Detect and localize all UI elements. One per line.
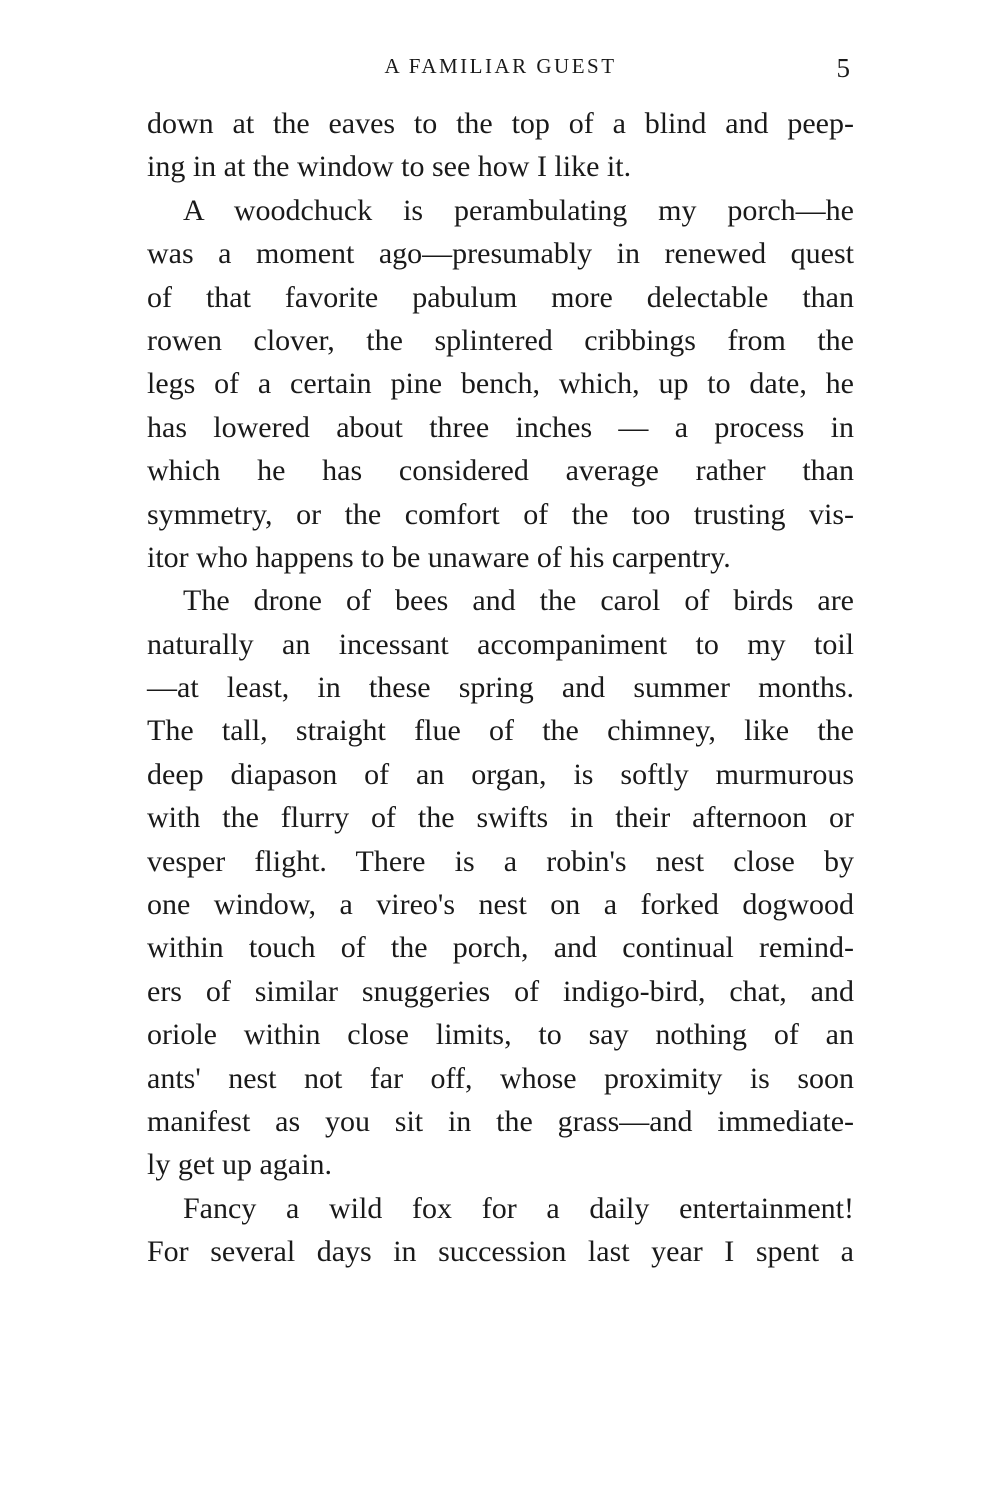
text-line: down at the eaves to the top of a blind and peep- xyxy=(147,107,854,140)
body-text xyxy=(147,102,854,1274)
text-line: of that favorite pabulum more delectable than xyxy=(147,280,854,314)
text-line: A woodchuck is perambulating my porch—he xyxy=(183,193,854,227)
text-line: The tall, straight flue of the chimney, like the xyxy=(147,714,854,748)
text-line: which he has considered average rather than xyxy=(147,454,854,488)
text-line: ing in at the window to see how I like it. xyxy=(147,150,632,184)
text-line: —at least, in these spring and summer months. xyxy=(147,671,854,705)
text-line: with the flurry of the swifts in their afternoon or xyxy=(147,801,854,835)
paragraph-4 xyxy=(147,1187,854,1274)
text-line: rowen clover, the splintered cribbings from the xyxy=(147,323,854,357)
text-line: ly get up again. xyxy=(147,1148,332,1182)
paragraph-1 xyxy=(147,102,854,189)
page-number: 5 xyxy=(836,53,850,83)
running-title: A FAMILIAR GUEST xyxy=(384,54,617,78)
text-line: oriole within close limits, to say nothing of an xyxy=(147,1018,854,1052)
running-head xyxy=(147,50,854,82)
text-line: one window, a vireo's nest on a forked dogwood xyxy=(147,888,854,922)
text-line: naturally an incessant accompaniment to my toil xyxy=(147,627,854,661)
text-line: ants' nest not far off, whose proximity is soon xyxy=(147,1061,854,1095)
text-line: manifest as you sit in the grass—and immediate- xyxy=(147,1104,854,1138)
text-line: deep diapason of an organ, is softly murmurous xyxy=(147,757,854,791)
text-line: within touch of the porch, and continual remind- xyxy=(147,931,854,965)
text-line: For several days in succession last year I spent a xyxy=(147,1235,854,1269)
text-line: itor who happens to be unaware of his carpentry. xyxy=(147,540,731,574)
text-line: Fancy a wild fox for a daily entertainment! xyxy=(183,1191,854,1225)
text-line: was a moment ago—presumably in renewed quest xyxy=(147,237,854,271)
text-line: vesper flight. There is a robin's nest close by xyxy=(147,844,854,878)
text-line: ers of similar snuggeries of indigo-bird, chat, and xyxy=(147,974,854,1008)
paragraph-3 xyxy=(147,579,854,1186)
text-line: symmetry, or the comfort of the too trusting vis- xyxy=(147,497,854,531)
text-line: The drone of bees and the carol of birds are xyxy=(183,584,854,618)
text-line: has lowered about three inches — a process in xyxy=(147,410,854,444)
text-line: legs of a certain pine bench, which, up to date, he xyxy=(147,367,854,401)
paragraph-2 xyxy=(147,189,854,580)
